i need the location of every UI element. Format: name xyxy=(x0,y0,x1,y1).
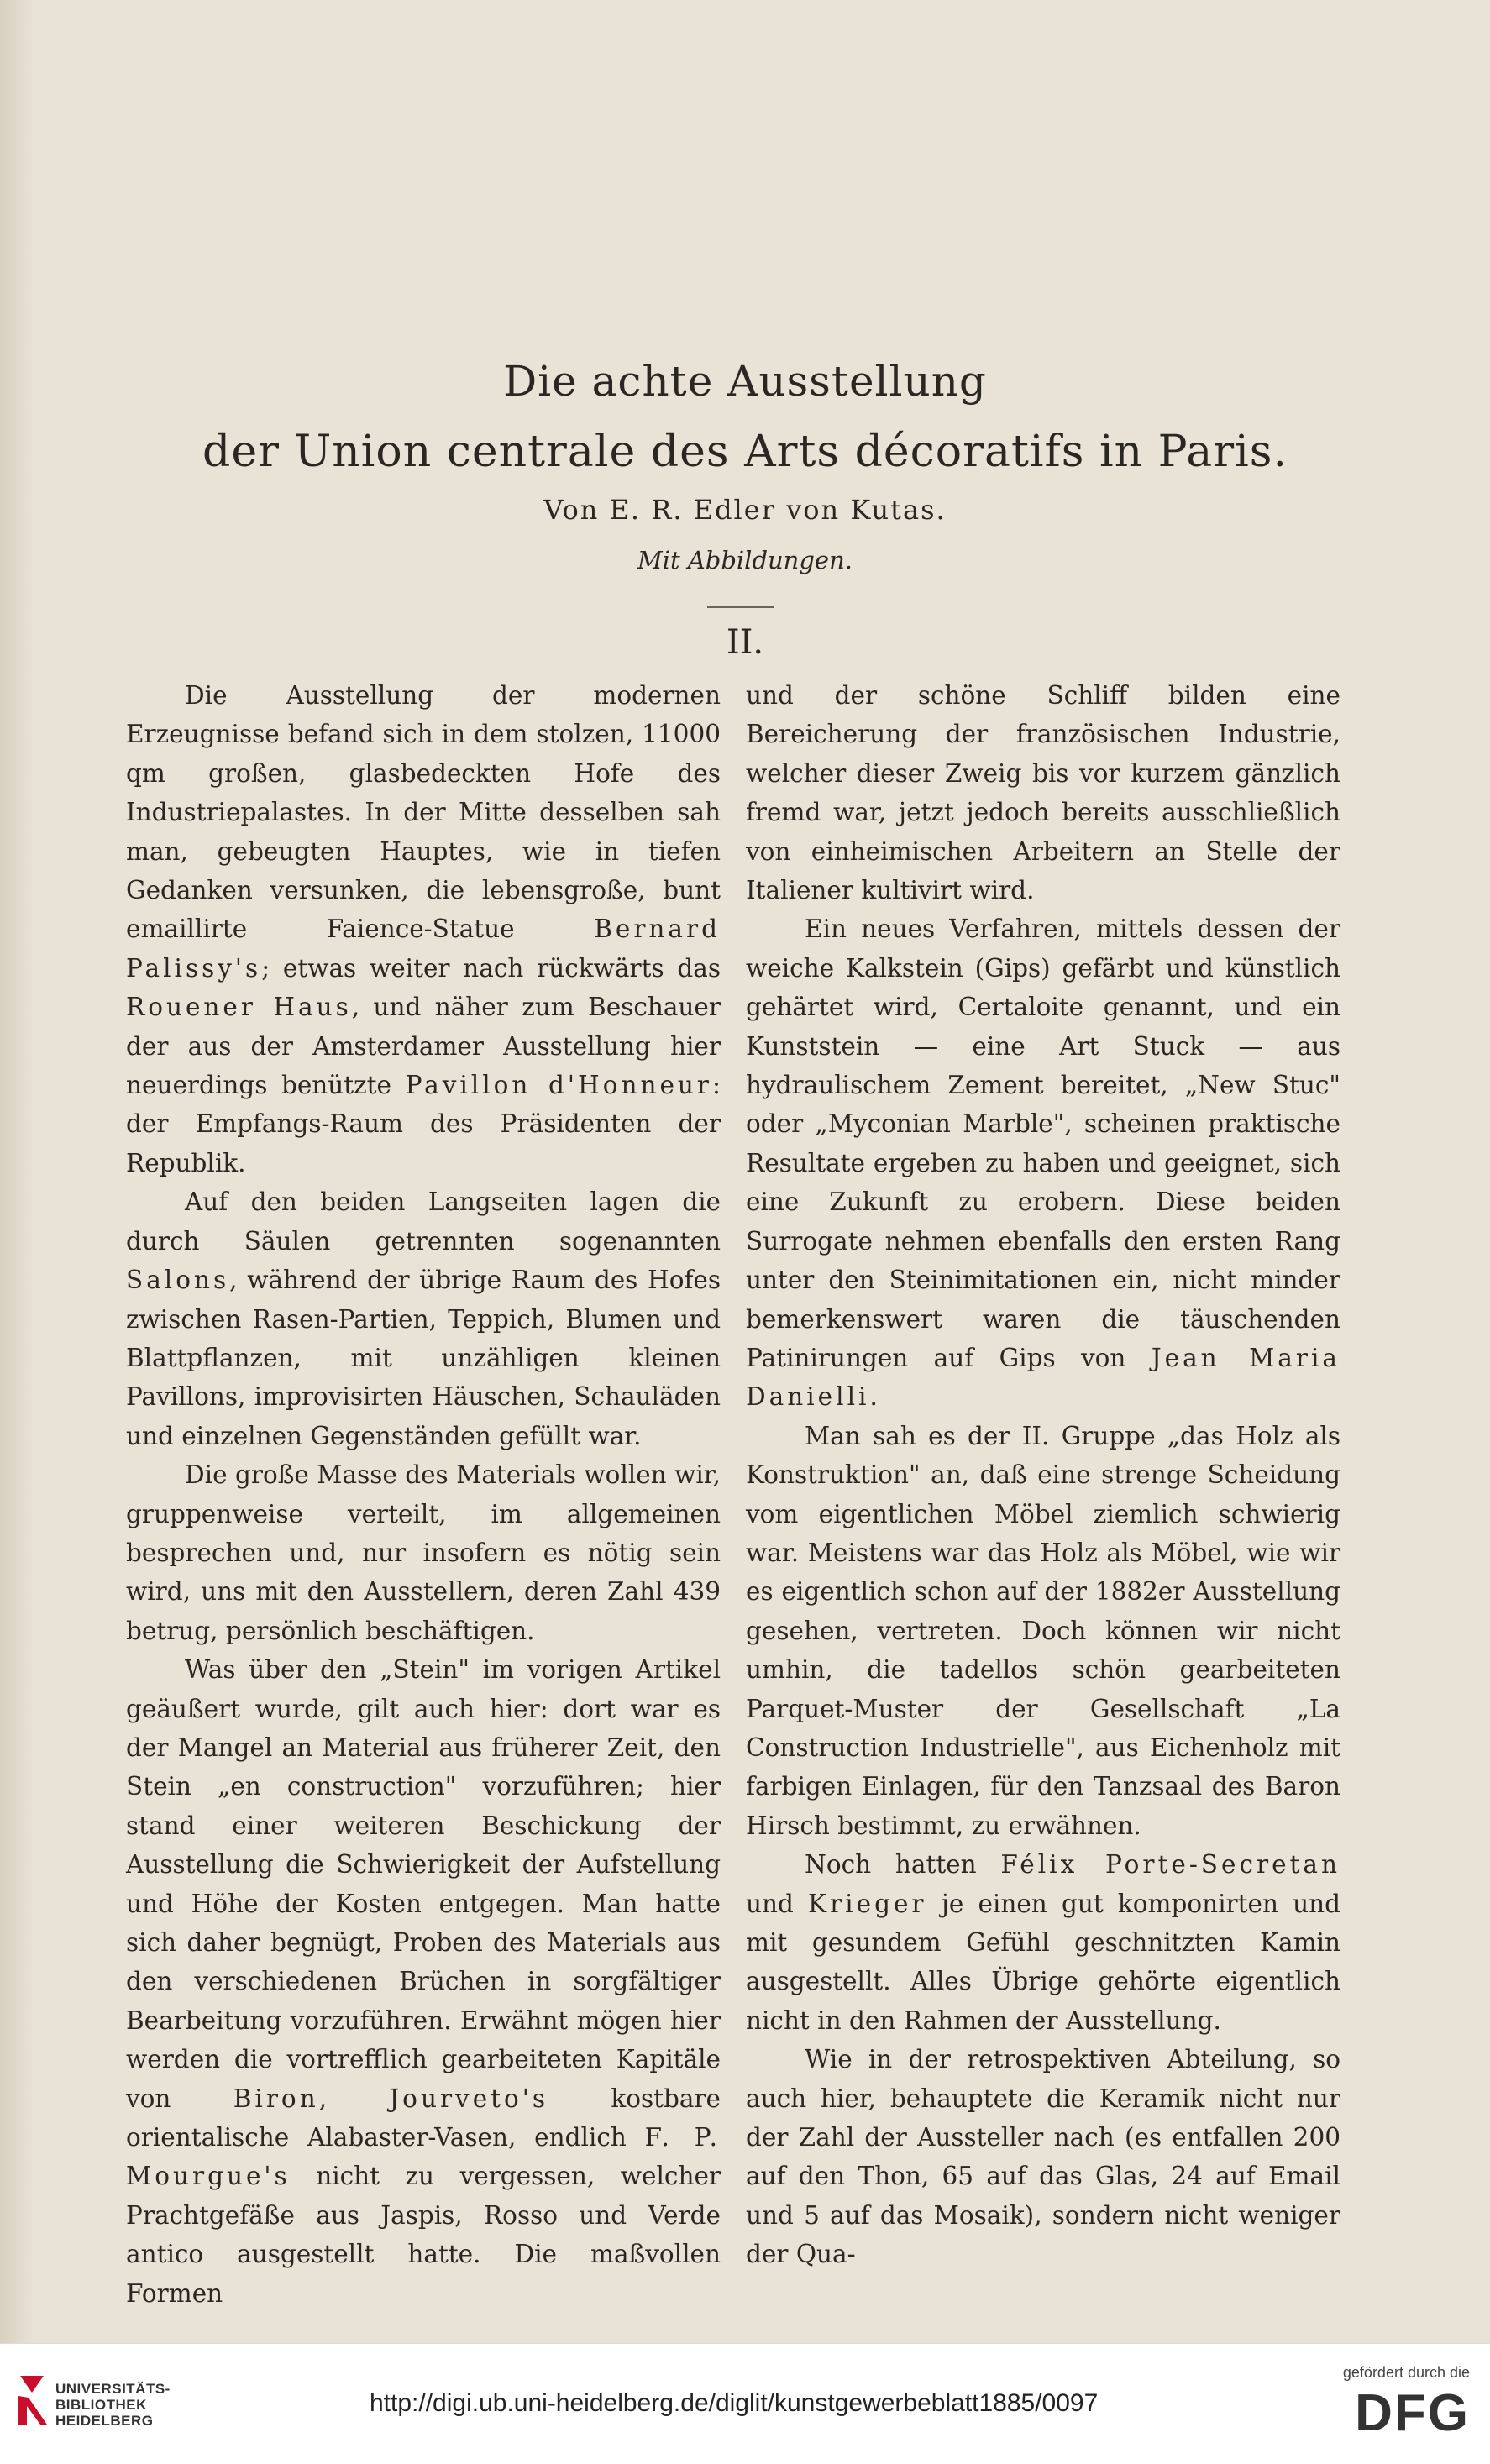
name-run: Pavillon d'Honneur xyxy=(405,1071,713,1100)
right-column xyxy=(746,676,1340,2269)
name-run: Jean Maria Danielli xyxy=(746,1343,1340,1412)
right-paragraph-5: Wie in der retrospektiven Abteilung, so auch hier, behauptete die Keramik nicht nur der Zahl der Aussteller nach (es entfallen 200 auf den Thon, 65 auf das Glas, 24 auf Email und 5 auf das Mosaik), sondern nicht weniger der Qua- xyxy=(746,2045,1340,2269)
text-run: Die Ausstellung der modernen Erzeugnisse befand sich in dem stolzen, 11000 qm großen, glasbedeckten Hofe des Industriepalastes. In der Mitte desselben sah man, gebeugten Hauptes, wie in tiefen Gedanken versunken, die lebensgroße, bunt emaillirte Faience-Statue xyxy=(126,681,721,944)
article-title-line2: der Union centrale des Arts décoratifs in Paris. xyxy=(202,427,1288,477)
right-paragraph-3: Man sah es der II. Gruppe „das Holz als Konstruktion" an, daß eine strenge Scheidung vom eigentlichen Möbel ziemlich schwierig war. Meistens war das Holz als Möbel, wie wir es eigentlich schon auf der 1882er Ausstellung gesehen, vertreten. Doch können wir nicht umhin, die tadellos schön gearbeiteten Parquet-Muster der Gesellschaft „La Construction Industrielle", aus Eichenholz mit farbigen Einlagen, für den Tanzsaal des Baron Hirsch bestimmt, zu erwähnen. xyxy=(746,1421,1340,1840)
article-title-line1: Die achte Ausstellung xyxy=(503,357,987,406)
text-run: Noch hatten xyxy=(805,1850,1001,1879)
left-paragraph-1 xyxy=(126,676,721,1182)
text-run: und xyxy=(746,1889,809,1918)
text-run: Ein neues Verfahren, mittels dessen der weiche Kalkstein (Gips) gefärbt und künstlich gehärtet wird, Certaloite genannt, und ein Kunststein — eine Art Stuck — aus hydraulischem Zement bereitet, „New Stuc" oder „Myconian Marble", scheinen praktische Resultate ergeben zu haben und geeignet, sich eine Zukunft zu erobern. Diese beiden Surrogate nehmen ebenfalls den ersten Rang unter den Steinimitationen ein, nicht minder bemerkenswert waren die täuschenden Patinirungen auf Gips von xyxy=(746,915,1340,1372)
text-run: ; etwas weiter nach rückwärts das xyxy=(261,953,721,983)
text-run: , xyxy=(318,2084,390,2113)
dfg-logo: DFG xyxy=(1355,2384,1470,2442)
section-number: II. xyxy=(726,623,764,662)
name-run: Bernard Palissy's xyxy=(126,915,721,983)
university-library-logo-icon xyxy=(15,2372,50,2428)
viewer-footer xyxy=(0,2343,1490,2464)
text-run: : der Empfangs-Raum des Präsidenten der Republik. xyxy=(126,1071,721,1177)
right-paragraph-1: und der schöne Schliff bilden eine Bereicherung der französischen Industrie, welcher dieser Zweig bis vor kurzem gänzlich fremd war, jetzt jedoch bereits ausschließlich von einheimischen Arbeitern an Stelle der Italiener kultivirt wird. xyxy=(746,681,1340,905)
left-paragraph-3: Die große Masse des Materials wollen wir, gruppenweise verteilt, im allgemeinen besprechen und, nur insofern es nötig sein wird, uns mit den Ausstellern, deren Zahl 439 betrug, persönlich beschäftigen. xyxy=(126,1460,721,1645)
right-paragraph-4 xyxy=(746,1845,1340,2040)
name-run: Félix Porte-Secretan xyxy=(1000,1850,1340,1879)
name-run: Salons xyxy=(126,1266,230,1295)
text-run: je einen gut komponirten und mit gesundem Gefühl geschnitzten Kamin ausgestellt. Alles Übrige gehörte eigentlich nicht in den Rahmen der Ausstellung. xyxy=(746,1889,1340,2035)
name-run: Krieger xyxy=(808,1889,927,1918)
text-run: , und näher zum Beschauer der aus der Amsterdamer Ausstellung hier neuerdings benützte xyxy=(126,993,721,1100)
text-run: , während der übrige Raum des Hofes zwischen Rasen-Partien, Teppich, Blumen und Blattpflanzen, mit unzähligen kleinen Pavillons, improvisirten Häuschen, Schauläden und einzelnen Gegenständen gefüllt war. xyxy=(126,1266,721,1450)
name-run: F. P. Mourgue's xyxy=(126,2123,721,2191)
right-paragraph-2 xyxy=(746,910,1340,1416)
library-name-line3: HEIDELBERG xyxy=(55,2413,154,2429)
left-paragraph-2 xyxy=(126,1182,721,1455)
name-run: Rouener Haus xyxy=(126,993,352,1022)
name-run: Jourveto's xyxy=(389,2084,549,2113)
library-name-line2: BIBLIOTHEK xyxy=(55,2397,147,2413)
text-run: Auf den beiden Langseiten lagen die durch Säulen getrennten sogenannten xyxy=(126,1187,721,1256)
left-column xyxy=(126,676,721,2308)
text-run: Was über den „Stein" im vorigen Artikel geäußert wurde, gilt auch hier: dort war es der Mangel an Material aus früherer Zeit, den Stein „en construction" vorzuführen; hier stand einer weiteren Beschickung der Ausstellung die Schwierigkeit der Aufstellung und Höhe der Kosten entgegen. Man hatte sich daher begnügt, Proben des Materials aus den verschiedenen Brüchen in sorgfältiger Bearbeitung vorzuführen. Erwähnt mögen hier werden die vortrefflich gearbeiteten Kapitäle von xyxy=(126,1655,721,2113)
text-run: nicht zu vergessen, welcher Prachtgefäße aus Jaspis, Rosso und Verde antico ausgestellt hatte. Die maßvollen Formen xyxy=(126,2162,721,2308)
left-paragraph-4 xyxy=(126,1650,721,2313)
article-subnote: Mit Abbildungen. xyxy=(637,546,853,574)
library-name-line1: UNIVERSITÄTS- xyxy=(55,2381,171,2397)
text-run: . xyxy=(869,1382,878,1412)
title-divider xyxy=(707,606,774,608)
text-run: kostbare orientalische Alabaster-Vasen, endlich xyxy=(126,2084,721,2152)
page-url-link[interactable]: http://digi.ub.uni-heidelberg.de/diglit/kunstgewerbeblatt1885/0097 xyxy=(370,2389,1099,2417)
name-run: Biron xyxy=(233,2084,319,2113)
article-byline: Von E. R. Edler von Kutas. xyxy=(543,494,947,526)
library-name xyxy=(55,2381,171,2429)
funded-by-label: gefördert durch die xyxy=(1342,2364,1470,2381)
